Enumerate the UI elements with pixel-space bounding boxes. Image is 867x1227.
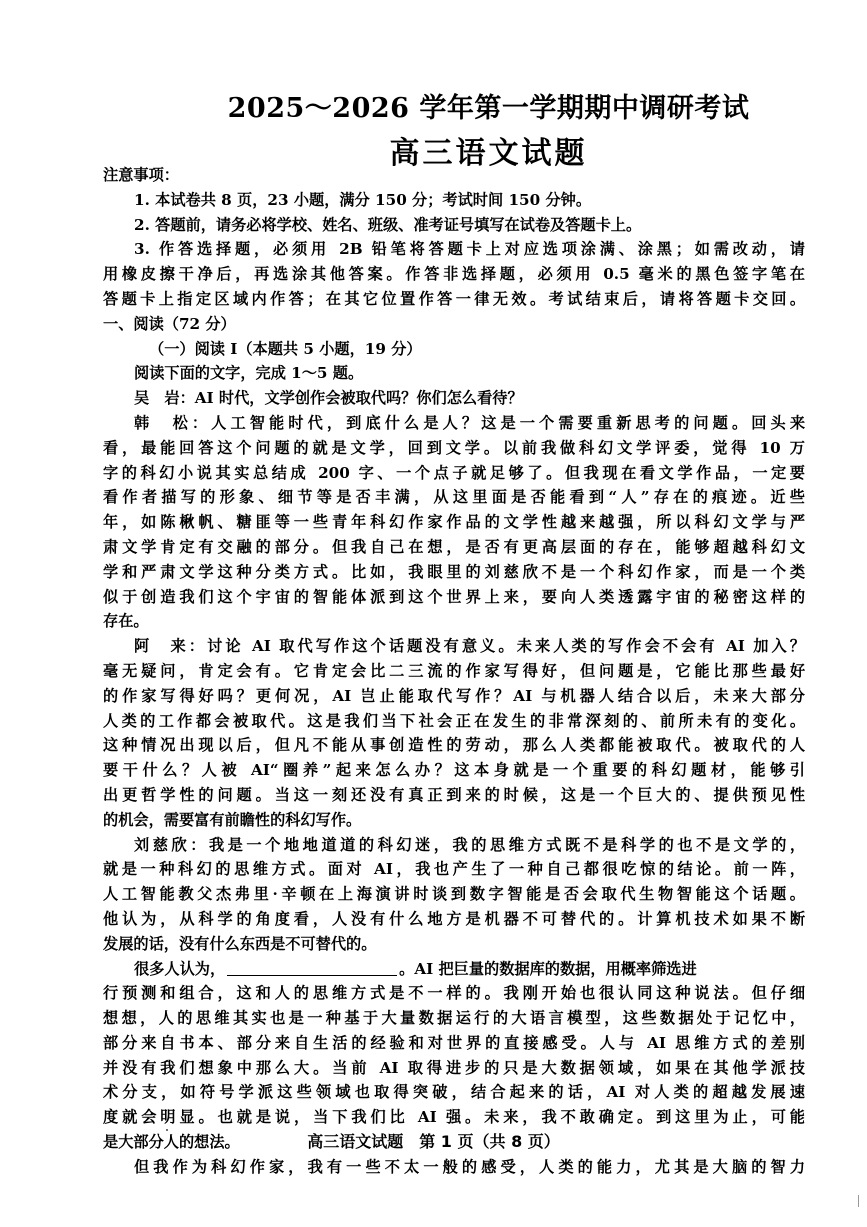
passage-line: 人类的工作都会被取代。这是我们当下社会正在发生的非常深刻的、前所未有的变化。 (103, 711, 805, 730)
passage-line: 是大部分人的想法。 (103, 1133, 240, 1152)
passage-line: 学和严肃文学这种分类方式。比如，我眼里的刘慈欣不是一个科幻作家，而是一个类 (103, 562, 805, 581)
section-title: 一、阅读（72 分） (103, 314, 236, 333)
passage-line: 要干什么？人被 AI“圈养”起来怎么办？这本身就是一个重要的科幻题材，能够引 (103, 761, 805, 780)
subsection-title: （一）阅读 Ⅰ（本题共 5 小题，19 分） (149, 339, 422, 358)
passage-line: 术分支，如符号学派这些领域也取得突破，结合起来的话，AI 对人类的超越发展速 (103, 1083, 805, 1102)
note-3-line-1: 3. 作答选择题，必须用 2B 铅笔将答题卡上对应选项涂满、涂黑；如需改动，请 (134, 240, 805, 259)
notes-heading: 注意事项： (103, 166, 179, 184)
passage-line: 部分来自书本、部分来自生活的经验和对世界的直接感受。人与 AI 思维方式的差别 (103, 1033, 805, 1052)
blank-prefix: 很多人认为， (134, 959, 226, 978)
exam-subject-title: 高三语文试题 (389, 136, 588, 171)
passage-line: 的作家写得好吗？更何况，AI 岂止能取代写作？AI 与机器人结合以后，未来大部分 (103, 686, 805, 705)
passage-line: 度就会明显。也就是说，当下我们比 AI 强。未来，我不敢确定。到这里为止，可能 (103, 1108, 805, 1127)
passage-line: 出更哲学性的问题。当这一刻还没有真正到来的时候，这是一个巨大的、提供预见性 (103, 785, 805, 804)
passage-line: 吴 岩：AI 时代，文学创作会被取代吗？你们怎么看待？ (134, 389, 523, 408)
passage-line: 字的科幻小说其实总结成 200 字、一个点子就足够了。但我现在看文学作品，一定要 (103, 463, 805, 482)
page-footer: 高三语文试题 第 1 页（共 8 页） (307, 1132, 560, 1151)
exam-body (103, 163, 805, 1180)
blank-suffix: 。AI 把巨量的数据库的数据，用概率筛选进 (399, 959, 697, 978)
passage-line: 想想，人的思维其实也是一种基于大量数据运行的大语言模型，这些数据处于记忆中， (103, 1009, 805, 1028)
passage-line: 似于创造我们这个宇宙的智能体派到这个世界上来，要向人类透露宇宙的秘密这样的 (103, 587, 805, 606)
passage-line: 但我作为科幻作家，我有一些不太一般的感受，人类的能力，尤其是大脑的智力 (134, 1157, 805, 1176)
passage-line: 就是一种科幻的思维方式。面对 AI，我也产生了一种自己都很吃惊的结论。前一阵， (103, 860, 805, 879)
note-1: 1. 本试卷共 8 页，23 小题，满分 150 分；考试时间 150 分钟。 (134, 190, 592, 209)
passage-line: 肃文学肯定有交融的部分。但我自己在想，是否有更高层面的存在，能够超越科幻文 (103, 537, 805, 556)
note-3-line-2: 用橡皮擦干净后，再选涂其他答案。作答非选择题，必须用 0.5 毫米的黑色签字笔在 (103, 265, 805, 284)
passage-line: 他认为，从科学的角度看，人没有什么地方是机器不可替代的。计算机技术如果不断 (103, 909, 805, 928)
reading-instruction: 阅读下面的文字，完成 1～5 题。 (134, 364, 364, 383)
fill-in-blank (227, 959, 397, 976)
passage-line: 的机会，需要富有前瞻性的科幻写作。 (103, 810, 362, 829)
passage-line: 看作者描写的形象、细节等是否丰满，从这里面是否能看到“人”存在的痕迹。近些 (103, 488, 805, 507)
passage-line: 阿 来：讨论 AI 取代写作这个话题没有意义。未来人类的写作会不会有 AI 加入？ (134, 637, 805, 656)
passage-line-with-blank (103, 957, 805, 982)
passage-line: 年，如陈楸帆、糖匪等一些青年科幻作家作品的文学性越来越强，所以科幻文学与严 (103, 513, 805, 532)
scan-edge-mark (858, 1195, 863, 1207)
passage-line: 人工智能教父杰弗里·辛顿在上海演讲时谈到数字智能是否会取代生物智能这个话题。 (103, 885, 805, 904)
passage-line: 发展的话，没有什么东西是不可替代的。 (103, 934, 377, 953)
note-2: 2. 答题前，请务必将学校、姓名、班级、准考证号填写在试卷及答题卡上。 (134, 215, 642, 234)
exam-title: 2025～2026 学年第一学期期中调研考试 (227, 93, 750, 124)
note-3-line-3: 答题卡上指定区域内作答；在其它位置作答一律无效。考试结束后，请将答题卡交回。 (103, 289, 805, 308)
passage-line: 存在。 (103, 612, 149, 631)
passage-line: 毫无疑问，肯定会有。它肯定会比二三流的作家写得好，但问题是，它能比那些最好 (103, 661, 805, 680)
passage-line: 韩 松：人工智能时代，到底什么是人？这是一个需要重新思考的问题。回头来 (134, 413, 805, 432)
passage-line: 看，最能回答这个问题的就是文学，回到文学。以前我做科幻文学评委，觉得 10 万 (103, 438, 805, 457)
passage-line: 这种情况出现以后，但凡不能从事创造性的劳动，那么人类都能被取代。被取代的人 (103, 736, 805, 755)
passage-line: 刘慈欣：我是一个地地道道的科幻迷，我的思维方式既不是科学的也不是文学的， (134, 835, 805, 854)
passage-line: 并没有我们想象中那么大。当前 AI 取得进步的只是大数据领域，如果在其他学派技 (103, 1058, 805, 1077)
passage-line: 行预测和组合，这和人的思维方式是不一样的。我刚开始也很认同这种说法。但仔细 (103, 984, 805, 1003)
